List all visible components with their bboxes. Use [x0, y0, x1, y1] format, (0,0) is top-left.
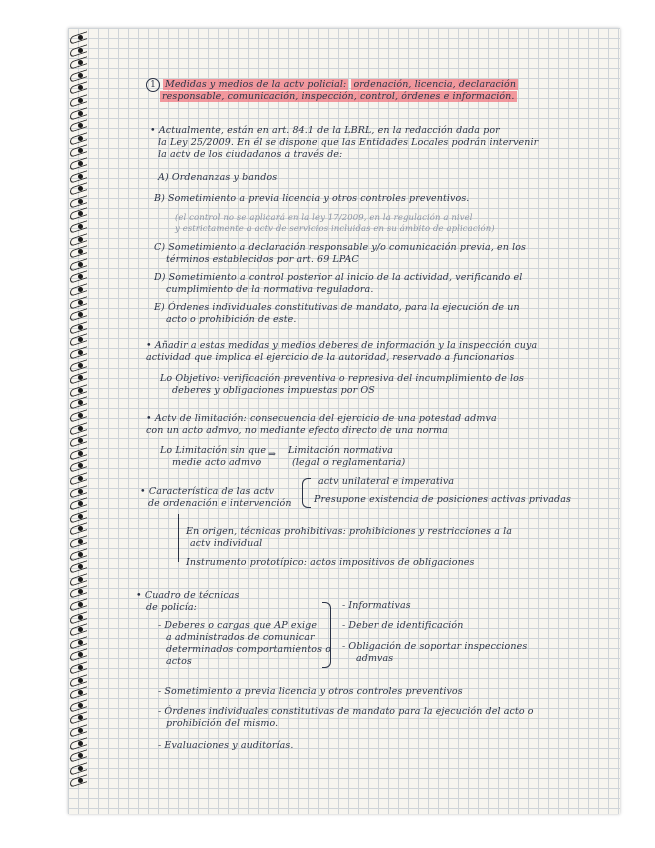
item-b: B) Sometimiento a previa licencia y otros controles preventivos. — [154, 193, 470, 204]
spiral-hole — [78, 199, 83, 204]
implies-arrow: ⇒ — [268, 449, 277, 460]
techniques-item-4: - Evaluaciones y auditorías. — [158, 740, 294, 751]
spiral-hole — [78, 325, 83, 330]
limitation-line-2: con un acto admvo, no mediante efecto directo de una norma — [146, 425, 448, 436]
spiral-binding — [68, 34, 90, 794]
spiral-hole — [78, 262, 83, 267]
techniques-left-2: a administrados de comunicar — [166, 632, 315, 643]
spiral-hole — [78, 287, 83, 292]
spiral-hole — [78, 111, 83, 116]
item-b-note-1: (el control no se aplicará en la ley 17/2009, en la regulación a nivel — [175, 213, 473, 223]
item-c-line1: C) Sometimiento a declaración responsable y/o comunicación previa, en los — [154, 242, 527, 253]
section-heading-line1 — [146, 78, 518, 92]
item-b-note-2: y estrictamente a actv de servicios incluidas en su ámbito de aplicación) — [175, 224, 495, 234]
section-heading-line2 — [160, 91, 517, 104]
spiral-hole — [78, 413, 83, 418]
origin-line-1: En origen, técnicas prohibitivas: prohibiciones y restricciones a la — [186, 526, 513, 537]
characteristics-label-1: • Característica de las actv — [140, 486, 275, 497]
objective-line-1: Lo Objetivo: verificación preventiva o represiva del incumplimiento de los — [160, 373, 524, 384]
intro-line-3: la actv de los ciudadanos a través de: — [158, 149, 343, 160]
spiral-hole — [78, 35, 83, 40]
heading-title-b: ordenación, licencia, declaración — [353, 79, 517, 90]
origin-line-2: actv individual — [190, 538, 263, 549]
limitation-sub-a1: Lo Limitación sin que — [160, 445, 267, 456]
objective-line-2: deberes y obligaciones impuestas por OS — [172, 385, 375, 396]
spiral-hole — [78, 136, 83, 141]
spiral-hole — [78, 98, 83, 103]
spiral-hole — [78, 678, 83, 683]
spiral-hole — [78, 577, 83, 582]
techniques-left-3: determinados comportamientos o — [166, 644, 332, 655]
spiral-hole — [78, 703, 83, 708]
item-d-line2: cumplimiento de la normativa reguladora. — [166, 284, 374, 295]
spiral-hole — [78, 174, 83, 179]
limitation-sub-b1: Limitación normativa — [288, 445, 394, 456]
spiral-hole — [78, 665, 83, 670]
characteristics-label-2: de ordenación e intervención — [148, 498, 292, 509]
spiral-hole — [78, 73, 83, 78]
limitation-sub-a2: medie acto admvo — [172, 457, 262, 468]
added-line-1: • Añadir a estas medidas y medios deberes de información y la inspección cuya — [146, 340, 538, 351]
techniques-brace — [322, 602, 331, 668]
techniques-title-1: • Cuadro de técnicas — [136, 590, 240, 601]
spiral-hole — [78, 552, 83, 557]
item-c-line2: términos establecidos por art. 69 LPAC — [166, 254, 359, 265]
intro-line-2: la Ley 25/2009. En él se dispone que las Entidades Locales podrán intervenir — [158, 137, 539, 148]
heading-title-line2: responsable, comunicación, inspección, control, órdenes e información. — [162, 91, 515, 102]
techniques-item-3a: - Órdenes individuales constitutivas de mandato para la ejecución del acto o — [158, 706, 534, 717]
spiral-hole — [78, 426, 83, 431]
spiral-hole — [78, 363, 83, 368]
spiral-hole — [78, 615, 83, 620]
item-d-line1: D) Sometimiento a control posterior al inicio de la actividad, verificando el — [154, 272, 523, 283]
techniques-right-4: admvas — [356, 653, 394, 664]
spiral-hole — [78, 514, 83, 519]
characteristics-right-2: Presupone existencia de posiciones activas privadas — [314, 494, 571, 505]
spiral-hole — [78, 766, 83, 771]
techniques-left-1: - Deberes o cargas que AP exige — [158, 620, 318, 631]
limitation-sub-b2: (legal o reglamentaria) — [292, 457, 406, 468]
techniques-item-2: - Sometimiento a previa licencia y otros controles preventivos — [158, 686, 463, 697]
spiral-hole — [78, 602, 83, 607]
item-a: A) Ordenanzas y bandos — [158, 172, 278, 183]
techniques-right-3: - Obligación de soportar inspecciones — [342, 641, 528, 652]
spiral-hole — [78, 350, 83, 355]
spiral-hole — [78, 388, 83, 393]
spiral-hole — [78, 640, 83, 645]
techniques-title-2: de policía: — [146, 602, 197, 613]
spiral-hole — [78, 489, 83, 494]
techniques-left-4: actos — [166, 656, 192, 667]
characteristics-brace — [302, 478, 311, 508]
intro-line-1: • Actualmente, están en art. 84.1 de la LBRL, en la redacción dada por — [150, 125, 500, 136]
spiral-hole — [78, 237, 83, 242]
techniques-item-3b: prohibición del mismo. — [166, 718, 279, 729]
spiral-hole — [78, 741, 83, 746]
spiral-hole — [78, 476, 83, 481]
spiral-hole — [78, 728, 83, 733]
section-number: 1 — [146, 78, 160, 92]
added-line-2: actividad que implica el ejercicio de la autoridad, reservado a funcionarios — [146, 352, 515, 363]
spiral-hole — [78, 451, 83, 456]
heading-title-a: Medidas y medios de la actv policial: — [165, 79, 347, 90]
prototype-line: Instrumento prototípico: actos impositivos de obligaciones — [186, 557, 475, 568]
spiral-hole — [78, 224, 83, 229]
spiral-hole — [78, 300, 83, 305]
characteristics-right-1: actv unilateral e imperativa — [318, 476, 455, 487]
spiral-hole — [78, 161, 83, 166]
spiral-hole — [78, 539, 83, 544]
item-e-line1: E) Órdenes individuales constitutivas de mandato, para la ejecución de un — [154, 302, 520, 313]
origin-bracket — [178, 514, 179, 562]
spiral-hole — [78, 48, 83, 53]
limitation-line-1: • Actv de limitación: consecuencia del ejercicio de una potestad admva — [146, 413, 497, 424]
techniques-right-2: - Deber de identificación — [342, 620, 464, 631]
item-e-line2: acto o prohibición de este. — [166, 314, 297, 325]
techniques-right-1: - Informativas — [342, 600, 411, 611]
